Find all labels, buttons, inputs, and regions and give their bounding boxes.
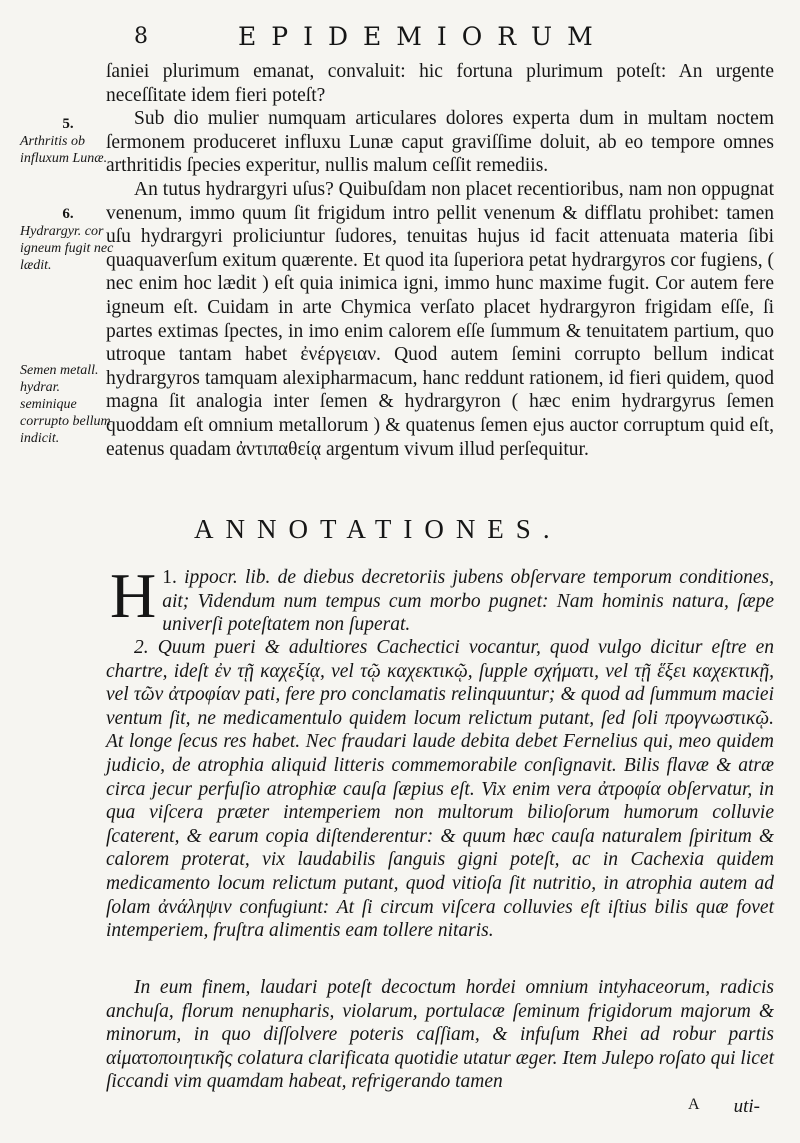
- page-header: [0, 22, 800, 52]
- margin-note-number: 5.: [62, 116, 74, 132]
- annotation-text: ippocr. lib. de diebus decretoriis jubens obſervare temporum conditiones, ait; Videndum num tempus cum morbo pugnet: Nam hominis natura, ſæpe univerſi poteſtatem non ſuperat.: [162, 567, 775, 636]
- margin-note-text: Hydrargyr. cor igneum fugit nec lædit.: [20, 224, 114, 273]
- annotation-1: [106, 560, 775, 637]
- annotation-text: In eum finem, laudari poteſt decoctum hordei omnium intyhaceorum, radicis anchuſa, florum nenupharis, violarum, portulacæ ſeminum frigidorum majorum & minorum, in quo diſſolvere poteris caſſiam, & infuſum Rhei ad robur partis αἱματοποιητικῆς colatura clarificata quotidie utatur æger. Item Julepo roſato qui licet ſiccandi vim quamdam habeat, refrigerando tamen: [106, 977, 774, 1093]
- annotation-text: 2. Quum pueri & adultiores Cachectici vocantur, quod vulgo dicitur eſtre en chartre, ideſt ἐν τῇ καχεξίᾳ, vel τῷ καχεκτικῷ, ſupple σχήματι, vel τῇ ἕξει καχεκτικῇ, vel τῶν ἀτροφίαν pati, fere pro conclamatis relinquuntur; & quod ad ſummum maciei ventum ſit, ne medicamentulo quidem locum relictum putant, ſed ſoli προγνωστικῷ. At longe ſecus res habet. Nec fraudari laude debita debet Fernelius qui, meo quidem judicio, de atrophia aliquid litteris commemorabile conſignavit. Bilis flavæ & atræ circa jecur perfuſio atrophiæ cauſa ſæpius eſt. Vix enim vera ἀτροφία obſervatur, in qua viſcera præter intemperiem non multorum bilioſorum humorum colluvie ſcaterent, & earum copia diſtenderentur: & quum hæc cauſa naturalem ſpiritum & calorem proterat, vix laudabilis ſanguis gigni poteſt, ac in Cachexia quidem medicamento locum relictum putant, quod vitioſa ſit nutritio, in atrophia autem ad ſolam ἀνάληψιν confugiunt: At ſi circum viſcera colluvies eſt iſtius bilis quæ fovet intemperiem, fruſtra alimentis eam tollere nitaris.: [106, 637, 774, 942]
- margin-note: [20, 206, 116, 274]
- margin-note: [20, 362, 116, 447]
- annotation-number: 1.: [162, 567, 177, 588]
- body-paragraph: An tutus hydrargyri uſus? Quibuſdam non placet recentioribus, nam non oppugnat venenum, immo quum ſit frigidum intro pellit venenum & difflatu prohibet: tamen uſu hydrargyri proliciuntur ſudores, tenuitas hujus id facit attenuata materia ſibi quaquaverſum exitum quærente. Et quod ita ſuperiora petat hydrargyros cor fugiens, ( nec enim hoc lædit ) eſt quia inimica igni, immo hunc maxime fugit. Cor autem fere igneum eſt. Cuidam in arte Chymica verſato placet hydrargyron frigidam eſſe, ſi partes extimas ſpectes, in imo enim calorem eſſe ſummum & tenuitatem partium, quo utroque tantam habet ἐνέργειαν. Quod autem ſemini corrupto bellum indicat hydrargyros tamquam alexipharmacum, hanc reddunt rationem, id fieri quidem, quod magna ſit analogia inter ſemen & hydrargyron ( hæc enim hydrargyrus ſemen quoddam eſt omnium metallorum ) & quatenus ſemen ejus auctor corruptum quid eſt, eatenus quadam ἀντιπαθείᾳ argentum vivum illud perſequitur.: [106, 178, 774, 460]
- catchword: uti-: [733, 1096, 760, 1117]
- annotations-heading: ANNOTATIONES.: [194, 514, 562, 544]
- running-title: EPIDEMIORUM: [238, 22, 608, 51]
- body-paragraph: Sub dio mulier numquam articulares dolores experta dum in multam noctem ſermonem produceret influxu Lunæ caput graviſſime doluit, ab eo tempore omnes arthritidis ſpecies experitur, nullis malum ceſſit remediis.: [106, 108, 774, 177]
- margin-note-text: Arthritis ob influxum Lunæ.: [20, 134, 108, 166]
- drop-cap: H: [110, 560, 157, 631]
- body-paragraph: ſaniei plurimum emanat, convaluit: hic fortuna plurimum poteſt: An urgente neceſſitate idem fieri poteſt?: [106, 61, 774, 106]
- margin-note: [20, 116, 116, 167]
- main-text: [106, 60, 774, 461]
- annotation-3: [106, 976, 774, 1094]
- margin-note-text: Semen metall. hydrar. seminique corrupto bellum indicit.: [20, 363, 111, 446]
- signature-mark: A: [688, 1096, 700, 1113]
- annotation-2: [106, 636, 774, 943]
- margin-note-number: 6.: [62, 206, 74, 222]
- page-number: 8: [134, 24, 148, 49]
